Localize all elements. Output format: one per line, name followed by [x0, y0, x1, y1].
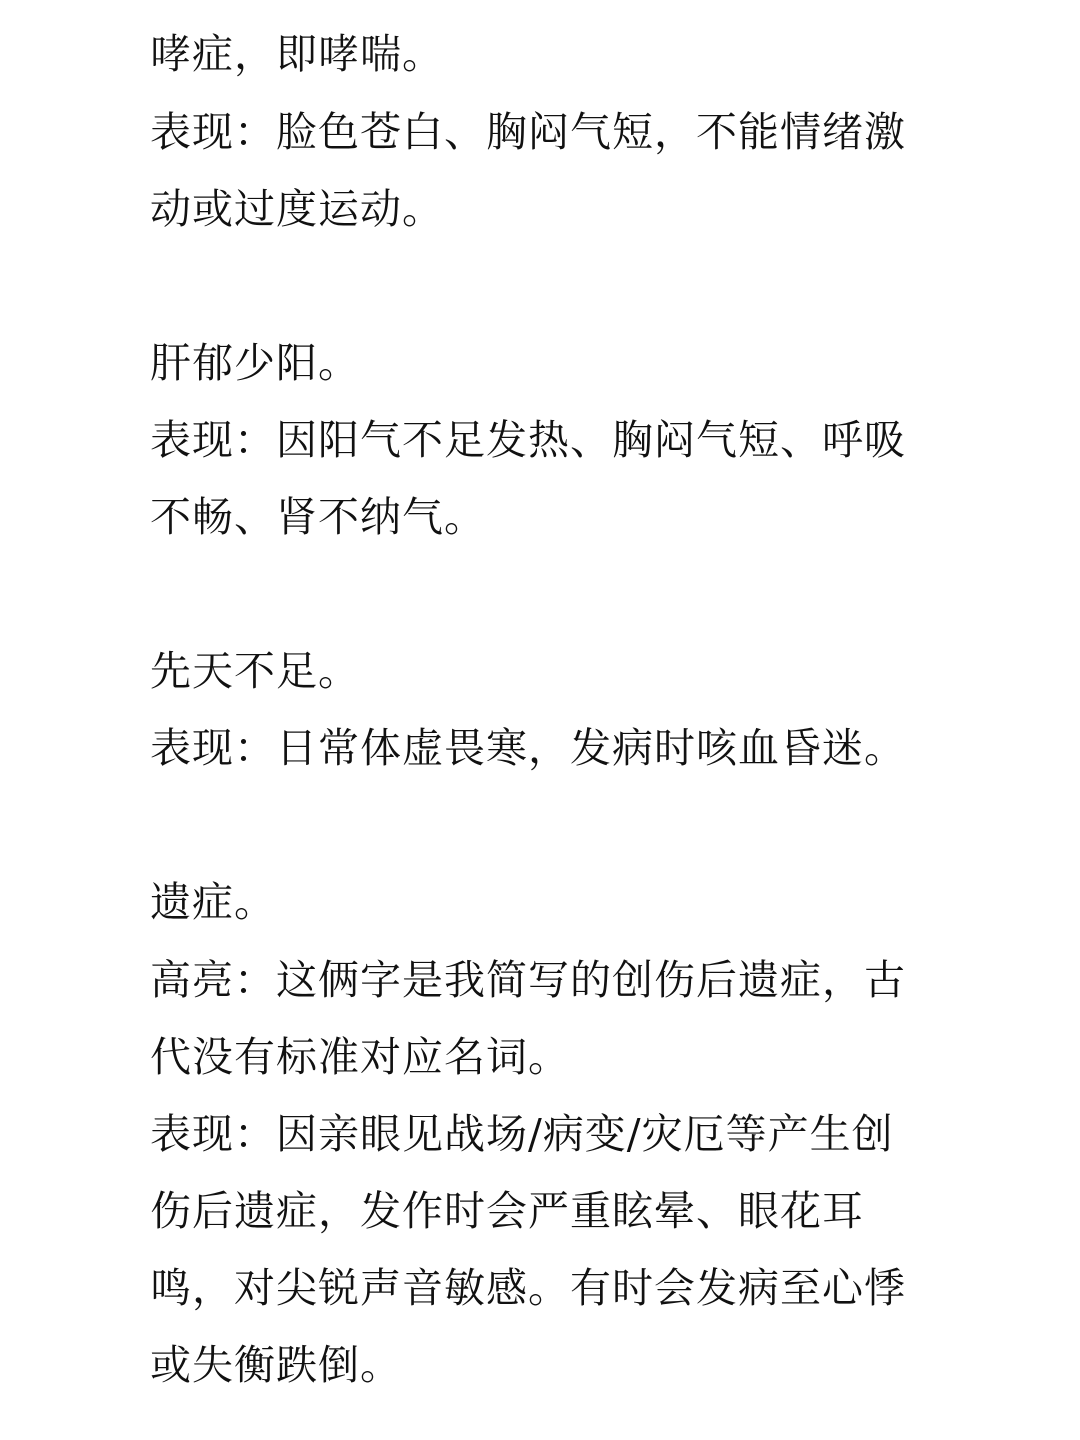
- text-line: 不畅、肾不纳气。: [150, 493, 486, 541]
- text-line: 鸣，对尖锐声音敏感。有时会发病至心悸: [150, 1264, 906, 1312]
- text-line: 动或过度运动。: [150, 185, 444, 233]
- text-line: 表现：日常体虚畏寒，发病时咳血昏迷。: [150, 724, 906, 772]
- text-line: 肝郁少阳。: [150, 339, 360, 387]
- text-line: 或失衡跌倒。: [150, 1341, 402, 1389]
- text-line: 哮症，即哮喘。: [150, 30, 444, 78]
- text-line: 表现：因亲眼见战场/病变/灾厄等产生创: [150, 1110, 894, 1158]
- text-line: 遗症。: [150, 878, 276, 926]
- text-line: 高亮：这俩字是我简写的创伤后遗症，古: [150, 956, 906, 1004]
- text-line: 表现：脸色苍白、胸闷气短，不能情绪激: [150, 108, 906, 156]
- text-line: 表现：因阳气不足发热、胸闷气短、呼吸: [150, 416, 906, 464]
- text-line: 代没有标准对应名词。: [150, 1033, 570, 1081]
- text-line: 先天不足。: [150, 647, 360, 695]
- text-line: 伤后遗症，发作时会严重眩晕、眼花耳: [150, 1187, 864, 1235]
